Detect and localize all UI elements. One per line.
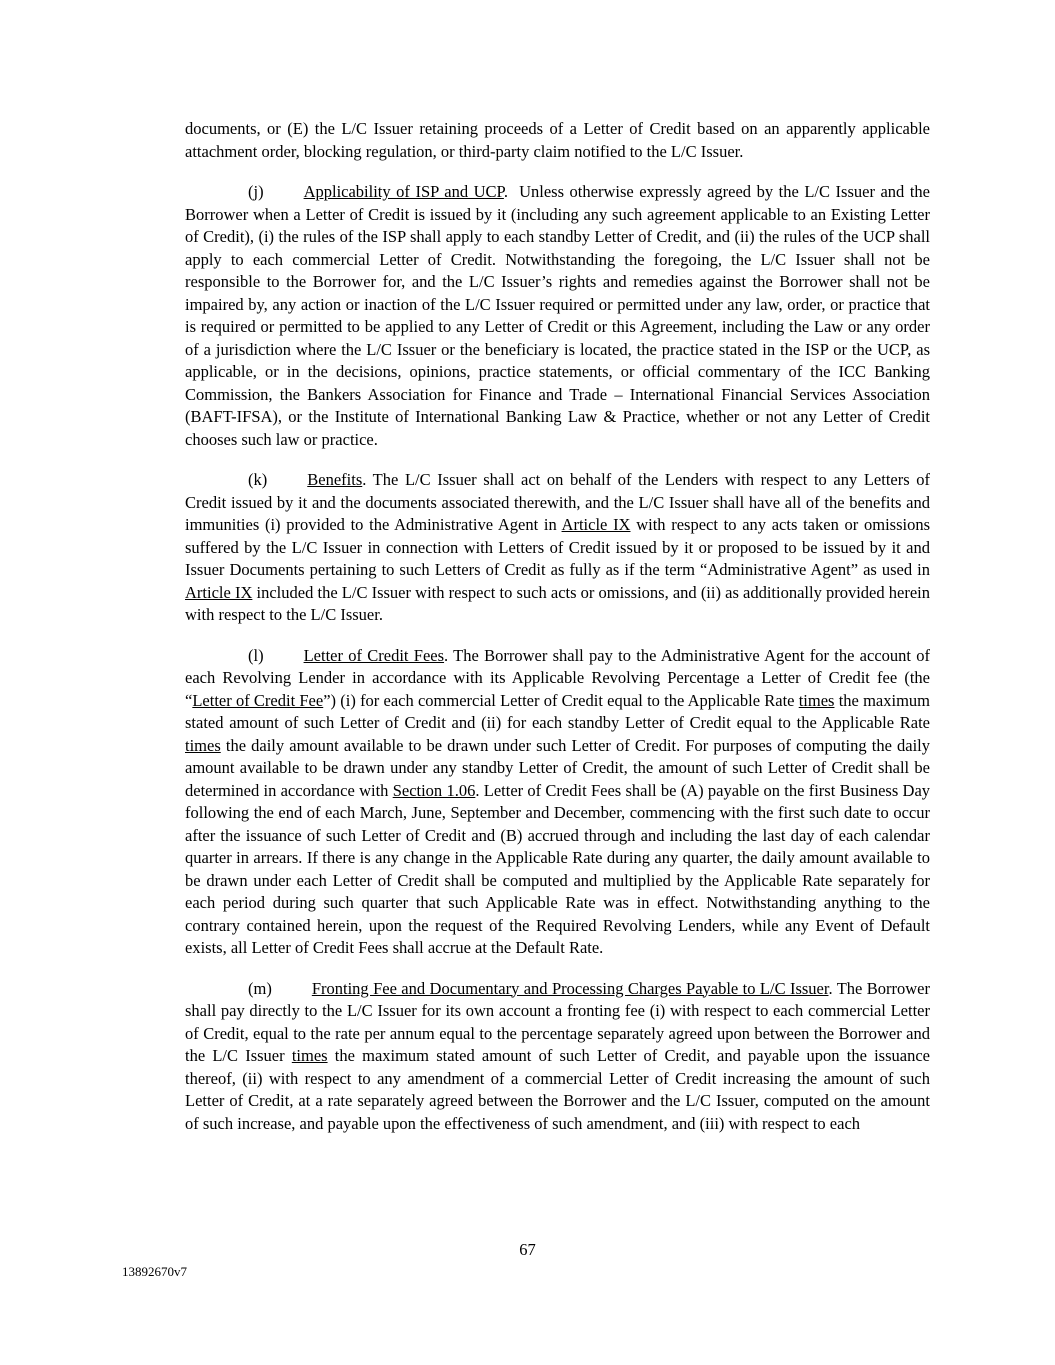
- text-run: . The L/C Issuer shall act on behalf of the Lenders with respect to any Letters of Credit issued by it and the documents associated therewith, and the L/C Issuer shall have all of the benefits and immunities (i) provided to the Administrative Agent in: [185, 470, 930, 534]
- underlined-text: Letter of Credit Fees: [303, 645, 445, 665]
- underlined-text: Letter of Credit Fee: [192, 690, 324, 710]
- underlined-text: times: [291, 1046, 328, 1065]
- text-run: . Unless otherwise expressly agreed by the L/C Issuer and the Borrower when a Letter of Credit is issued by it (including any such agreement applicable to an Existing Letter of Credit), (i) the rules of the ISP shall apply to each standby Letter of Credit, and (ii) the rules of the UCP shall apply to each commercial Letter of Credit. Notwithstanding the foregoing, the L/C Issuer shall not be responsible to the Borrower for, and the L/C Issuer’s rights and remedies against the Borrower shall not be impaired by, any action or inaction of the L/C Issuer required or permitted under any law, order, or practice that is required or permitted to be applied to any Letter of Credit or this Agreement, including the Law or any order of a jurisdiction where the L/C Issuer or the beneficiary is located, the practice stated in the ISP or the UCP, as applicable, or in the decisions, opinions, practice statements, or official commentary of the ICC Banking Commission, the Bankers Association for Finance and Trade – International Financial Services Association (BAFT-IFSA), or the Institute of International Banking Law & Practice, whether or not any Letter of Credit chooses such law or practice.: [185, 182, 931, 449]
- underlined-text: Article IX: [185, 582, 253, 602]
- underlined-text: Section 1.06: [392, 780, 476, 800]
- paragraph: [185, 469, 930, 627]
- text-run: the daily amount available to be drawn under such Letter of Credit. For purposes of computing the daily amount available to be drawn under any standby Letter of Credit, the amount of such Letter of Credit shall be determined in accordance with: [185, 735, 930, 800]
- paragraph: [185, 181, 930, 451]
- text-run: . The Borrower shall pay to the Administrative Agent for the account of each Revolving Lender in accordance with its Applicable Revolving Percentage a Letter of Credit fee (the “: [185, 645, 931, 710]
- underlined-text: times: [185, 735, 221, 755]
- text-run: ”) (i) for each commercial Letter of Credit equal to the Applicable Rate: [323, 690, 799, 710]
- text-run: documents, or (E) the L/C Issuer retaining proceeds of a Letter of Credit based on an apparently applicable attachment order, blocking regulation, or third-party claim notified to the L/C Issuer.: [185, 119, 930, 161]
- underlined-text: Fronting Fee and Documentary and Processing Charges Payable to L/C Issuer: [311, 978, 829, 998]
- paragraph: [185, 645, 930, 960]
- text-run: the maximum stated amount of such Letter of Credit, and payable upon the issuance thereof, (ii) with respect to any amendment of a commercial Letter of Credit increasing the amount of such Letter of Credit, at a rate separately agreed between the Borrower and the L/C Issuer, computed on the amount of such increase, and payable upon the effectiveness of such amendment, and (iii) with respect to each: [185, 1046, 930, 1133]
- paragraph: [185, 118, 930, 163]
- text-run: included the L/C Issuer with respect to such acts or omissions, and (ii) as additionally provided herein with respect to the L/C Issuer.: [185, 582, 930, 624]
- text-run: with respect to any acts taken or omissions suffered by the L/C Issuer in connection with Letters of Credit issued by it or proposed to be issued by it and Issuer Documents pertaining to such Letters of Credit as fully as if the term “Administrative Agent” as used in: [185, 515, 930, 579]
- text-run: (m): [248, 978, 272, 998]
- text-run: (k): [248, 470, 268, 489]
- text-run: . The Borrower shall pay directly to the L/C Issuer for its own account a fronting fee (i) with respect to each commercial Letter of Credit, equal to the rate per annum equal to the percentage separately agreed upon between the Borrower and the L/C Issuer: [185, 978, 930, 1065]
- underlined-text: Applicability of ISP and UCP: [303, 182, 504, 201]
- paragraph: [185, 978, 930, 1136]
- text-run: . Letter of Credit Fees shall be (A) payable on the first Business Day following the end of each March, June, September and December, commencing with the first such date to occur after the issuance of such Letter of Credit and (B) accrued through and including the last day of each calendar quarter in arrears. If there is any change in the Applicable Rate during any quarter, the daily amount available to be drawn under each Letter of Credit shall be computed and multiplied by the Applicable Rate separately for each period during such quarter that such Applicable Rate was in effect. Notwithstanding anything to the contrary contained herein, upon the request of the Required Revolving Lenders, while any Event of Default exists, all Letter of Credit Fees shall accrue at the Default Rate.: [185, 780, 931, 957]
- underlined-text: Benefits: [307, 470, 363, 489]
- text-run: the maximum stated amount of such Letter of Credit and (ii) for each standby Letter of Credit equal to the Applicable Rate: [185, 690, 930, 732]
- text-run: (j): [248, 182, 264, 201]
- document-body: [185, 118, 930, 1153]
- underlined-text: Article IX: [561, 515, 631, 534]
- underlined-text: times: [798, 690, 835, 710]
- doc-stamp: 13892670v7: [122, 1264, 187, 1279]
- page-number: 67: [519, 1240, 536, 1259]
- text-run: (l): [248, 645, 264, 665]
